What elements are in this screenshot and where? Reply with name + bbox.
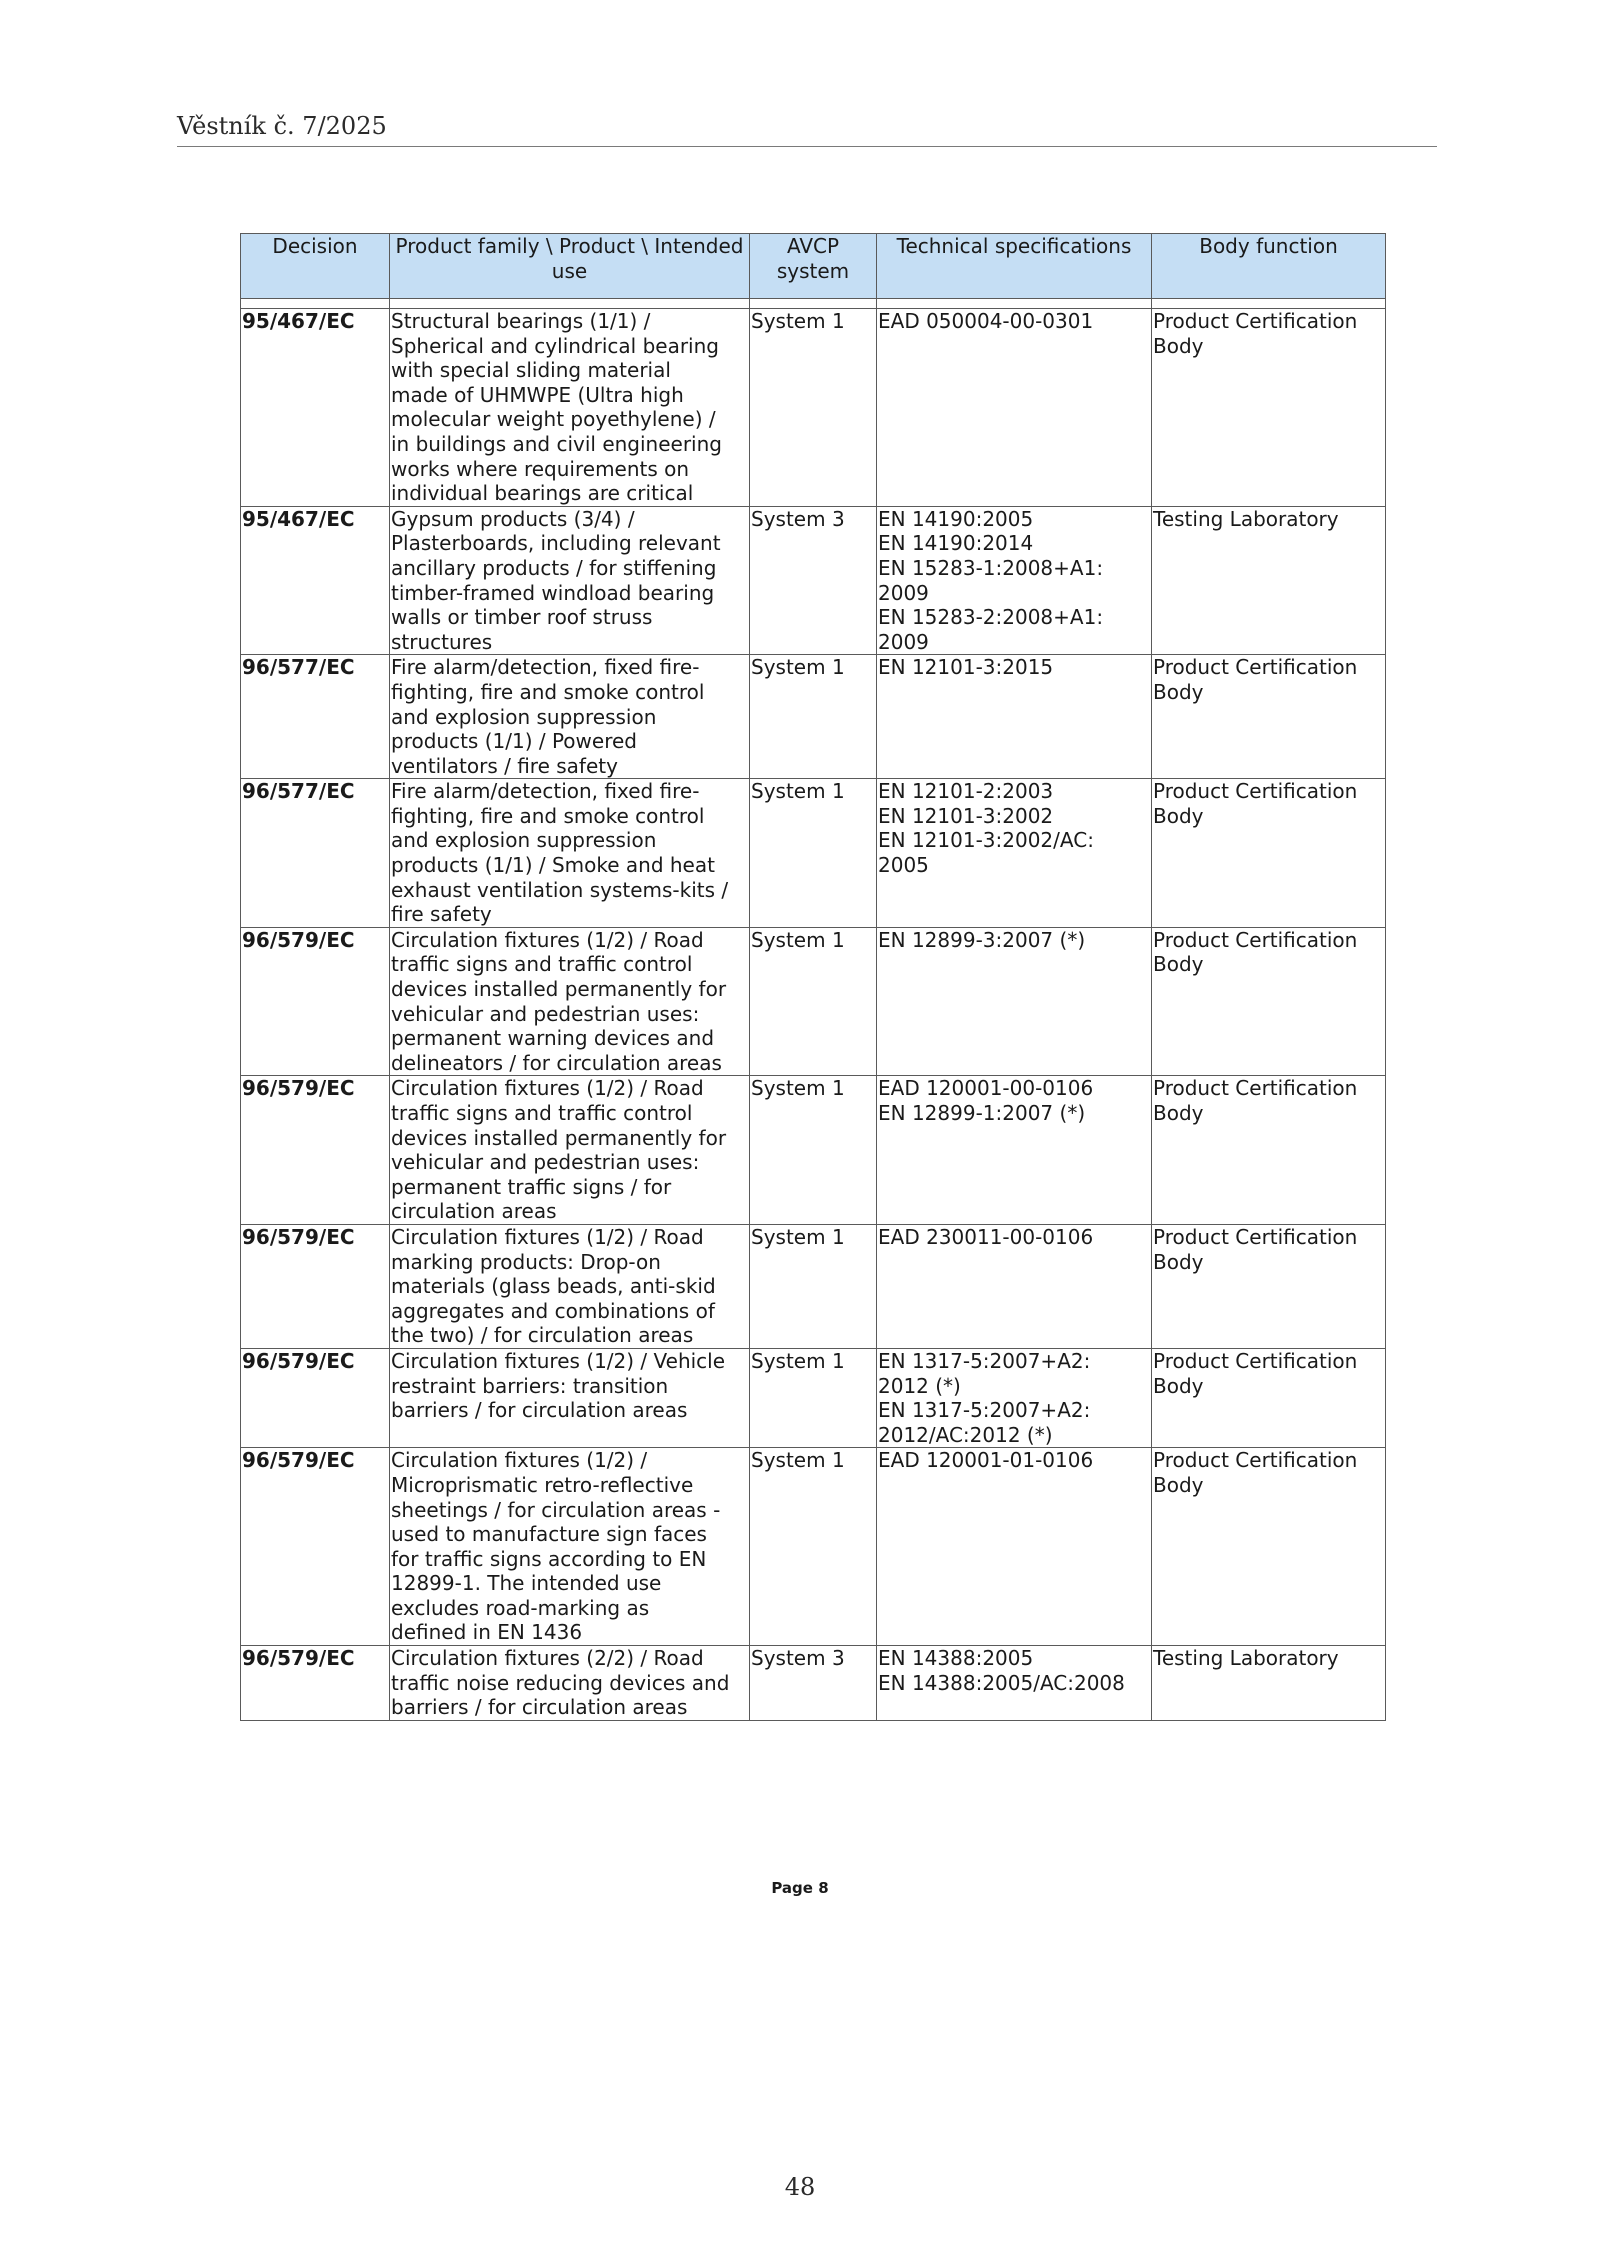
product-line: delineators / for circulation areas [391, 1050, 722, 1075]
avcp-cell [750, 1646, 877, 1721]
body-cell [1152, 1348, 1386, 1447]
column-header-product: Product family \ Product \ Intended use [390, 234, 750, 299]
product-line: structures [391, 629, 493, 654]
product-line: excludes road-marking as [391, 1595, 650, 1620]
body-cell [1152, 1076, 1386, 1225]
product-cell [390, 506, 750, 655]
specs-line: EAD 050004-00-0301 [878, 309, 1094, 333]
decision-value: 96/577/EC [242, 655, 355, 680]
product-line: fire safety [391, 902, 492, 927]
product-line: and explosion suppression [391, 828, 657, 853]
specs-cell [877, 1076, 1152, 1225]
decision-cell [241, 1646, 390, 1721]
product-line: Circulation fixtures (1/2) / Road [391, 927, 704, 952]
body-line: Product Certification [1153, 1448, 1358, 1473]
product-line: molecular weight poyethylene) / [391, 407, 716, 432]
product-cell [390, 1076, 750, 1225]
product-line: timber-framed windload bearing [391, 580, 715, 605]
body-line: Product Certification [1153, 927, 1358, 952]
decision-value: 95/467/EC [242, 309, 355, 333]
product-line: aggregates and combinations of [391, 1298, 715, 1323]
body-line: Product Certification [1153, 309, 1358, 333]
product-line: vehicular and pedestrian uses: [391, 1150, 700, 1175]
product-line: ventilators / fire safety [391, 753, 618, 778]
body-line: Body [1153, 1101, 1204, 1125]
specs-line: EN 1317-5:2007+A2: [878, 1398, 1091, 1423]
table-row [241, 927, 1386, 1076]
table-row [241, 1076, 1386, 1225]
product-cell [390, 927, 750, 1076]
specs-cell [877, 927, 1152, 1076]
specs-line: 2009 [878, 629, 929, 654]
avcp-cell [750, 1448, 877, 1646]
product-line: exhaust ventilation systems-kits / [391, 877, 729, 902]
column-header-specs: Technical specifications [877, 234, 1152, 299]
specs-cell [877, 1448, 1152, 1646]
product-line: individual bearings are critical [391, 481, 694, 506]
product-line: barriers / for circulation areas [391, 1695, 688, 1720]
product-cell [390, 1646, 750, 1721]
product-cell [390, 309, 750, 507]
specs-line: 2009 [878, 580, 929, 605]
avcp-cell [750, 927, 877, 1076]
specs-line: EN 14190:2005 [878, 506, 1034, 531]
specs-line: EN 12101-3:2015 [878, 655, 1054, 680]
product-line: materials (glass beads, anti-skid [391, 1274, 716, 1299]
table-body [241, 299, 1386, 1721]
product-line: Fire alarm/detection, fixed fire- [391, 779, 700, 804]
avcp-cell [750, 309, 877, 507]
decision-cell [241, 1224, 390, 1348]
product-line: permanent warning devices and [391, 1026, 715, 1051]
specs-line: 2012/AC:2012 (*) [878, 1422, 1053, 1447]
product-line: Circulation fixtures (1/2) / Vehicle [391, 1348, 726, 1373]
product-line: Plasterboards, including relevant [391, 531, 721, 556]
product-line: and explosion suppression [391, 704, 657, 729]
avcp-value: System 1 [751, 779, 845, 804]
product-line: traffic noise reducing devices and [391, 1670, 730, 1695]
specs-line: EN 1317-5:2007+A2: [878, 1348, 1091, 1373]
specs-line: EN 14388:2005 [878, 1646, 1034, 1671]
product-line: fighting, fire and smoke control [391, 803, 705, 828]
body-line: Body [1153, 1373, 1204, 1398]
column-header-decision: Decision [241, 234, 390, 299]
avcp-value: System 1 [751, 309, 845, 333]
product-line: 12899-1. The intended use [391, 1571, 662, 1596]
avcp-value: System 1 [751, 927, 845, 952]
product-cell [390, 1448, 750, 1646]
specs-cell [877, 1224, 1152, 1348]
product-line: for traffic signs according to EN [391, 1546, 707, 1571]
decision-value: 96/577/EC [242, 779, 355, 804]
specs-line: EAD 120001-01-0106 [878, 1448, 1094, 1473]
table-row [241, 1224, 1386, 1348]
body-cell [1152, 1646, 1386, 1721]
body-cell [1152, 1224, 1386, 1348]
product-line: Microprismatic retro-reflective [391, 1472, 694, 1497]
product-line: ancillary products / for stiffening [391, 555, 717, 580]
decision-value: 96/579/EC [242, 1646, 355, 1671]
product-line: Circulation fixtures (1/2) / Road [391, 1076, 704, 1101]
decision-value: 96/579/EC [242, 927, 355, 952]
product-line: traffic signs and traffic control [391, 1101, 693, 1125]
table-row [241, 1348, 1386, 1447]
body-line: Body [1153, 803, 1204, 828]
decision-value: 96/579/EC [242, 1448, 355, 1473]
avcp-cell [750, 1224, 877, 1348]
decision-value: 96/579/EC [242, 1224, 355, 1249]
avcp-value: System 1 [751, 1224, 845, 1249]
avcp-cell [750, 1076, 877, 1225]
body-cell [1152, 779, 1386, 928]
table-row [241, 506, 1386, 655]
product-line: defined in EN 1436 [391, 1620, 583, 1645]
specs-line: EN 12101-3:2002 [878, 803, 1054, 828]
product-line: fighting, fire and smoke control [391, 679, 705, 704]
avcp-value: System 1 [751, 1076, 845, 1101]
body-cell [1152, 927, 1386, 1076]
column-header-body: Body function [1152, 234, 1386, 299]
product-line: products (1/1) / Powered [391, 729, 637, 754]
decision-cell [241, 779, 390, 928]
body-line: Body [1153, 333, 1204, 358]
body-cell [1152, 1448, 1386, 1646]
avcp-value: System 1 [751, 655, 845, 680]
specs-line: EN 12101-2:2003 [878, 779, 1054, 804]
body-line: Body [1153, 1249, 1204, 1274]
product-line: sheetings / for circulation areas - [391, 1497, 721, 1522]
product-line: Circulation fixtures (1/2) / Road [391, 1224, 704, 1249]
product-line: barriers / for circulation areas [391, 1398, 688, 1423]
table-row [241, 1646, 1386, 1721]
header-gap [241, 299, 1386, 309]
product-line: restraint barriers: transition [391, 1373, 669, 1398]
product-line: Spherical and cylindrical bearing [391, 333, 719, 358]
table-row [241, 655, 1386, 779]
avcp-cell [750, 655, 877, 779]
decision-cell [241, 309, 390, 507]
specs-cell [877, 309, 1152, 507]
specs-cell [877, 779, 1152, 928]
product-line: products (1/1) / Smoke and heat [391, 853, 715, 878]
page-number: 48 [784, 2173, 816, 2201]
specs-cell [877, 655, 1152, 779]
specs-line: EN 14388:2005/AC:2008 [878, 1670, 1125, 1695]
decision-cell [241, 1076, 390, 1225]
product-cell [390, 1348, 750, 1447]
product-line: devices installed permanently for [391, 977, 727, 1002]
product-line: vehicular and pedestrian uses: [391, 1001, 700, 1026]
specs-line: EN 15283-1:2008+A1: [878, 555, 1104, 580]
table-header-row [241, 234, 1386, 299]
body-cell [1152, 655, 1386, 779]
product-line: Circulation fixtures (2/2) / Road [391, 1646, 704, 1671]
product-line: used to manufacture sign faces [391, 1522, 707, 1547]
specs-line: EN 14190:2014 [878, 531, 1034, 556]
avcp-cell [750, 779, 877, 928]
product-cell [390, 1224, 750, 1348]
product-line: circulation areas [391, 1199, 557, 1224]
specs-line: EAD 230011-00-0106 [878, 1224, 1094, 1249]
decision-cell [241, 655, 390, 779]
avcp-cell [750, 506, 877, 655]
specs-line: EN 15283-2:2008+A1: [878, 605, 1104, 630]
decision-cell [241, 927, 390, 1076]
body-cell [1152, 506, 1386, 655]
body-line: Product Certification [1153, 1076, 1358, 1101]
decision-cell [241, 1348, 390, 1447]
body-line: Product Certification [1153, 1348, 1358, 1373]
product-line: made of UHMWPE (Ultra high [391, 382, 684, 407]
body-line: Body [1153, 952, 1204, 977]
specifications-table [240, 233, 1386, 1721]
body-line: Body [1153, 1472, 1204, 1497]
page-label: Page 8 [771, 1879, 829, 1897]
table-row [241, 779, 1386, 928]
product-line: works where requirements on [391, 456, 690, 481]
decision-value: 96/579/EC [242, 1348, 355, 1373]
decision-cell [241, 1448, 390, 1646]
specs-line: EN 12899-1:2007 (*) [878, 1101, 1086, 1125]
avcp-value: System 3 [751, 506, 845, 531]
table-row [241, 1448, 1386, 1646]
column-header-avcp: AVCP system [750, 234, 877, 299]
decision-value: 95/467/EC [242, 506, 355, 531]
header-rule [177, 146, 1437, 147]
product-line: the two) / for circulation areas [391, 1323, 694, 1348]
product-cell [390, 779, 750, 928]
avcp-value: System 1 [751, 1348, 845, 1373]
product-cell [390, 655, 750, 779]
product-line: Fire alarm/detection, fixed fire- [391, 655, 700, 680]
table-row [241, 309, 1386, 507]
specs-line: 2012 (*) [878, 1373, 961, 1398]
body-line: Product Certification [1153, 779, 1358, 804]
product-line: walls or timber roof struss [391, 605, 653, 630]
body-line: Testing Laboratory [1153, 1646, 1339, 1671]
product-line: Gypsum products (3/4) / [391, 506, 635, 531]
product-line: marking products: Drop-on [391, 1249, 661, 1274]
specs-line: EN 12899-3:2007 (*) [878, 927, 1086, 952]
specs-line: EAD 120001-00-0106 [878, 1076, 1094, 1101]
product-line: with special sliding material [391, 358, 671, 383]
product-line: traffic signs and traffic control [391, 952, 693, 977]
product-line: Structural bearings (1/1) / [391, 309, 651, 333]
decision-value: 96/579/EC [242, 1076, 355, 1101]
product-line: Circulation fixtures (1/2) / [391, 1448, 648, 1473]
specs-line: EN 12101-3:2002/AC: [878, 828, 1094, 853]
body-line: Body [1153, 679, 1204, 704]
specs-line: 2005 [878, 853, 929, 878]
body-line: Testing Laboratory [1153, 506, 1339, 531]
specs-cell [877, 1646, 1152, 1721]
avcp-value: System 1 [751, 1448, 845, 1473]
body-cell [1152, 309, 1386, 507]
body-line: Product Certification [1153, 655, 1358, 680]
body-line: Product Certification [1153, 1224, 1358, 1249]
avcp-value: System 3 [751, 1646, 845, 1671]
specs-cell [877, 1348, 1152, 1447]
specs-cell [877, 506, 1152, 655]
decision-cell [241, 506, 390, 655]
product-line: permanent traffic signs / for [391, 1174, 672, 1199]
product-line: devices installed permanently for [391, 1125, 727, 1150]
running-header: Věstník č. 7/2025 [177, 112, 387, 140]
product-line: in buildings and civil engineering [391, 431, 722, 456]
avcp-cell [750, 1348, 877, 1447]
